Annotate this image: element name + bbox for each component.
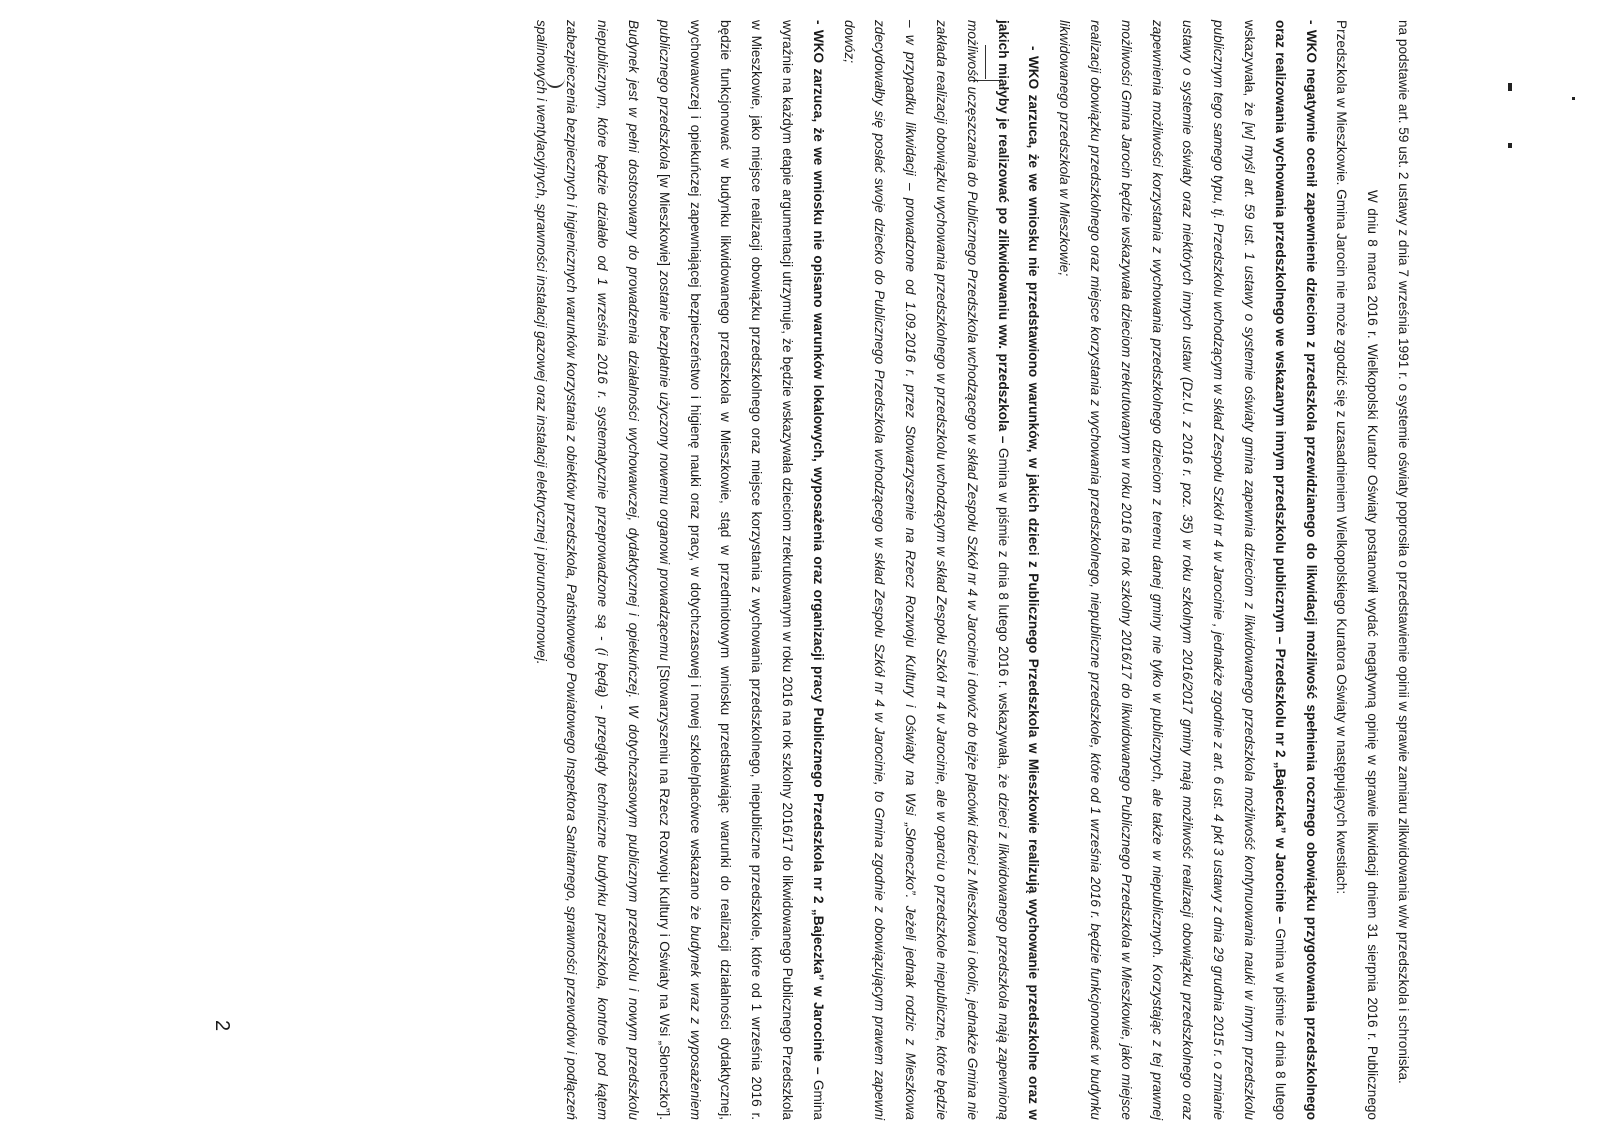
objection-heading: - WKO zarzuca, że we wniosku nie opisano warunków lokalowych, wyposażenia oraz organizacji pracy Publicznego Przedszkola nr 2 „Bajeczka” w Jarocinie – (810, 20, 826, 1075)
rotated-text-block (188, 20, 1418, 1120)
objection-heading: - WKO zarzuca, że we wniosku nie przedstawiono warunków, w jakich dzieci z Publicznego Przedszkola w Mieszkowie realizują wychowanie przedszkolne oraz w jakich miałyby je realizować po zlikwidowaniu ww. przedszkola – (995, 20, 1042, 1120)
paragraph-kurator-opinion: W dniu 8 marca 2016 r. Wielkopolski Kurator Oświaty postanowił wydać negatywną opinię w sprawie likwidacji dniem 31 sierpnia 2016 r. Publicznego Przedszkola w Mieszkowie. Gmina Jarocin nie może zgodzić się z uzasadnieniem Wielkopolskiego Kuratora Oświaty w następujących kwestiach: (1334, 20, 1381, 1120)
quoted-text: dzieci z likwidowanego przedszkola mają zapewnioną możliwość uczęszczania do Publicznego Przedszkola wchodzącego w skład Zespołu Szkół nr 4 w Jarocinie i dowóz do tejże placówki dzieci z Mieszkowa i okolic, jednakże Gmina nie zakłada realizacji obowiązku wychowania przedszkolnego w przedszkolu wchodzącym w skład Zespołu Szkół nr 4 w Jarocinie, ale w oparciu o przedszkole niepubliczne, które będzie – w przypadku likwidacji – prowadzone od 1.09.2016 r. przez Stowarzyszenie na Rzecz Rozwoju Kultury i Oświaty na Wsi „Słoneczko”. Jeżeli jednak rodzic z Mieszkowa zdecydowałby się posłać swoje dziecko do Publicznego Przedszkola wchodzącego w skład Zespołu Szkół nr 4 w Jarocinie, to Gmina zgodnie z obowiązującym prawem zapewni dowóz; (841, 20, 1011, 1120)
quoted-text: Budynek jest w pełni dostosowany do prowadzenia działalności wychowawczej, dydaktycznej i opiekuńczej. W dotychczasowym publicznym przedszkolu i nowym przedszkolu niepublicznym, które będzie działało od 1 września 2016 r. systematycznie przeprowadzone są - (i będą) - przeglądy techniczne budynku przedszkola, kontrole pod kątem zabezpieczenia bezpiecznych i higienicznych warunków korzystania z obiektów przedszkola, Państwowego Powiatowego Inspektora Sanitarnego, sprawności przewodów i podłączeń spalinowych i wentylacyjnych, sprawności instalacji gazowej oraz instalacji elektrycznej i piorunochronowej. (533, 20, 642, 1120)
paragraph-objection-2: - WKO zarzuca, że we wniosku nie przedstawiono warunków, w jakich dzieci z Publicznego Przedszkola w Mieszkowie realizują wychowanie przedszkolne oraz w jakich miałyby je realizować po zlikwidowaniu ww. przedszkola – Gmina w piśmie z dnia 8 lutego 2016 r. wskazywała, że dzieci z likwidowanego przedszkola mają zapewnioną możliwość uczęszczania do Publicznego Przedszkola wchodzącego w skład Zespołu Szkół nr 4 w Jarocinie i dowóz do tejże placówki dzieci z Mieszkowa i okolic, jednakże Gmina nie zakłada realizacji obowiązku wychowania przedszkolnego w przedszkolu wchodzącym w skład Zespołu Szkół nr 4 w Jarocinie, ale w oparciu o przedszkole niepubliczne, które będzie – w przypadku likwidacji – prowadzone od 1.09.2016 r. przez Stowarzyszenie na Rzecz Rozwoju Kultury i Oświaty na Wsi „Słoneczko”. Jeżeli jednak rodzic z Mieszkowa zdecydowałby się posłać swoje dziecko do Publicznego Przedszkola wchodzącego w skład Zespołu Szkół nr 4 w Jarocinie, to Gmina zgodnie z obowiązującym prawem zapewni dowóz; (841, 20, 1042, 1120)
paragraph-objection-1: - WKO negatywnie ocenił zapewnienie dzieciom z przedszkola przewidzianego do likwidacji możliwość spełnienia rocznego obowiązku przygotowania przedszkolnego oraz realizowania wychowania przedszkolnego we wskazanym innym przedszkolu publicznym – Przedszkolu nr 2 „Bajeczka” w Jarocinie – Gmina w piśmie z dnia 8 lutego wskazywała, że [w] myśl art. 59 ust. 1 ustawy o systemie oświaty gmina zapewnia dzieciom z likwidowanego przedszkola możliwość kontynuowania nauki w innym przedszkolu publicznym tego samego typu, tj. Przedszkolu wchodzącym w skład Zespołu Szkół nr 4 w Jarocinie , jednakże zgodnie z art. 6 ust. 4 pkt 3 ustawy z dnia 29 grudnia 2015 r. o zmianie ustawy o systemie oświaty oraz niektórych innych ustaw (Dz.U. z 2016 r. poz. 35) w roku szkolnym 2016/2017 gminy mają możliwość realizacji obowiązku przedszkolnego oraz zapewnienia możliwości korzystania z wychowania przedszkolnego dzieciom z terenu danej gminy nie tylko w publicznych, ale także w niepublicznych. Korzystając z tej prawnej możliwości Gmina Jarocin będzie wskazywała dzieciom zrekrutowanym w roku 2016 na rok szkolny 2016/17 do likwidowanego Publicznego Przedszkola w Mieszkowie, jako miejsce realizacji obowiązku przedszkolnego oraz miejsce korzystania z wychowania przedszkolnego, niepubliczne przedszkole, które od 1 września 2016 r. będzie funkcjonować w budynku likwidowanego przedszkola w Mieszkowie; (1057, 20, 1319, 1121)
scan-mark (1508, 83, 1512, 91)
document-body (525, 20, 1418, 1120)
paragraph-objection-3: - WKO zarzuca, że we wniosku nie opisano warunków lokalowych, wyposażenia oraz organizacji pracy Publicznego Przedszkola nr 2 „Bajeczka” w Jarocinie – Gmina wyraźnie na każdym etapie argumentacji utrzymuje, że będzie wskazywała dzieciom zrekrutowanym w roku 2016 na rok szkolny 2016/17 do likwidowanego Publicznego Przedszkola w Mieszkowie, jako miejsce realizacji obowiązku przedszkolnego oraz miejsce korzystania z wychowania przedszkolnego, niepubliczne przedszkole, które od 1 września 2016 r. będzie funkcjonować w budynku likwidowanego przedszkola w Mieszkowie, stąd w przedmiotowym wniosku przedstawiając warunki do realizacji działalności dydaktycznej, wychowawczej i opiekuńczej zapewniającej bezpieczeństwo i higienę nauki oraz pracy, w dotychczasowej i nowej szkole/placówce wskazano że budynek wraz z wyposażeniem publicznego przedszkola [w Mieszkowie] zostanie bezpłatnie użyczony nowemu organowi prowadzącemu [Stowarzyszeniu na Rzecz Rozwoju Kultury i Oświaty na Wsi „Słoneczko”]. Budynek jest w pełni dostosowany do prowadzenia działalności wychowawczej, dydaktycznej i opiekuńczej. W dotychczasowym publicznym przedszkolu i nowym przedszkolu niepublicznym, które będzie działało od 1 września 2016 r. systematycznie przeprowadzone są - (i będą) - przeglądy techniczne budynku przedszkola, kontrole pod kątem zabezpieczenia bezpiecznych i higienicznych warunków korzystania z obiektów przedszkola, Państwowego Powiatowego Inspektora Sanitarnego, sprawności przewodów i podłączeń spalinowych i wentylacyjnych, sprawności instalacji gazowej oraz instalacji elektrycznej i piorunochronowej. (533, 20, 826, 1120)
scan-mark (1572, 97, 1575, 100)
objection-heading: - WKO negatywnie ocenił zapewnienie dzieciom z przedszkola przewidzianego do likwidacji możliwość spełnienia rocznego obowiązku przygotowania przedszkolnego oraz realizowania wychowania przedszkolnego we wskazanym innym przedszkolu publicznym – Przedszkolu nr 2 „Bajeczka” w Jarocinie – (1272, 20, 1319, 1120)
scan-mark (1508, 143, 1512, 148)
quoted-text: [w] myśl art. 59 ust. 1 ustawy o systemie oświaty gmina zapewnia dzieciom z likwidowanego przedszkola możliwość kontynuowania nauki w innym przedszkolu publicznym tego samego typu, tj. Przedszkolu wchodzącym w skład Zespołu Szkół nr 4 w Jarocinie , jednakże zgodnie z art. 6 ust. 4 pkt 3 ustawy z dnia 29 grudnia 2015 r. o zmianie ustawy o systemie oświaty oraz niektórych innych ustaw (Dz.U. z 2016 r. poz. 35) w roku szkolnym 2016/2017 gminy mają możliwość realizacji obowiązku przedszkolnego oraz zapewnienia możliwości korzystania z wychowania przedszkolnego dzieciom z terenu danej gminy nie tylko w publicznych, ale także w niepublicznych. Korzystając z tej prawnej możliwości Gmina Jarocin będzie wskazywała dzieciom zrekrutowanym w roku 2016 na rok szkolny 2016/17 do likwidowanego Publicznego Przedszkola w Mieszkowie, jako miejsce realizacji obowiązku przedszkolnego oraz miejsce korzystania z wychowania przedszkolnego, niepubliczne przedszkole, które od 1 września 2016 r. będzie funkcjonować w budynku likwidowanego przedszkola w Mieszkowie; (1057, 20, 1258, 1120)
quoted-text: zostanie bezpłatnie użyczony nowemu organowi prowadzącemu (656, 270, 672, 661)
paragraph-intro: na podstawie art. 59 ust. 2 ustawy z dnia 7 września 1991 r. o systemie oświaty poprosiła o przedstawienie opinii w sprawie zamiaru zlikwidowania w/w przedszkola i schroniska. (1396, 20, 1411, 1084)
quoted-text: budynek wraz z wyposażeniem publicznego przedszkola (656, 20, 703, 1120)
page-number: 2 (211, 1020, 233, 1032)
